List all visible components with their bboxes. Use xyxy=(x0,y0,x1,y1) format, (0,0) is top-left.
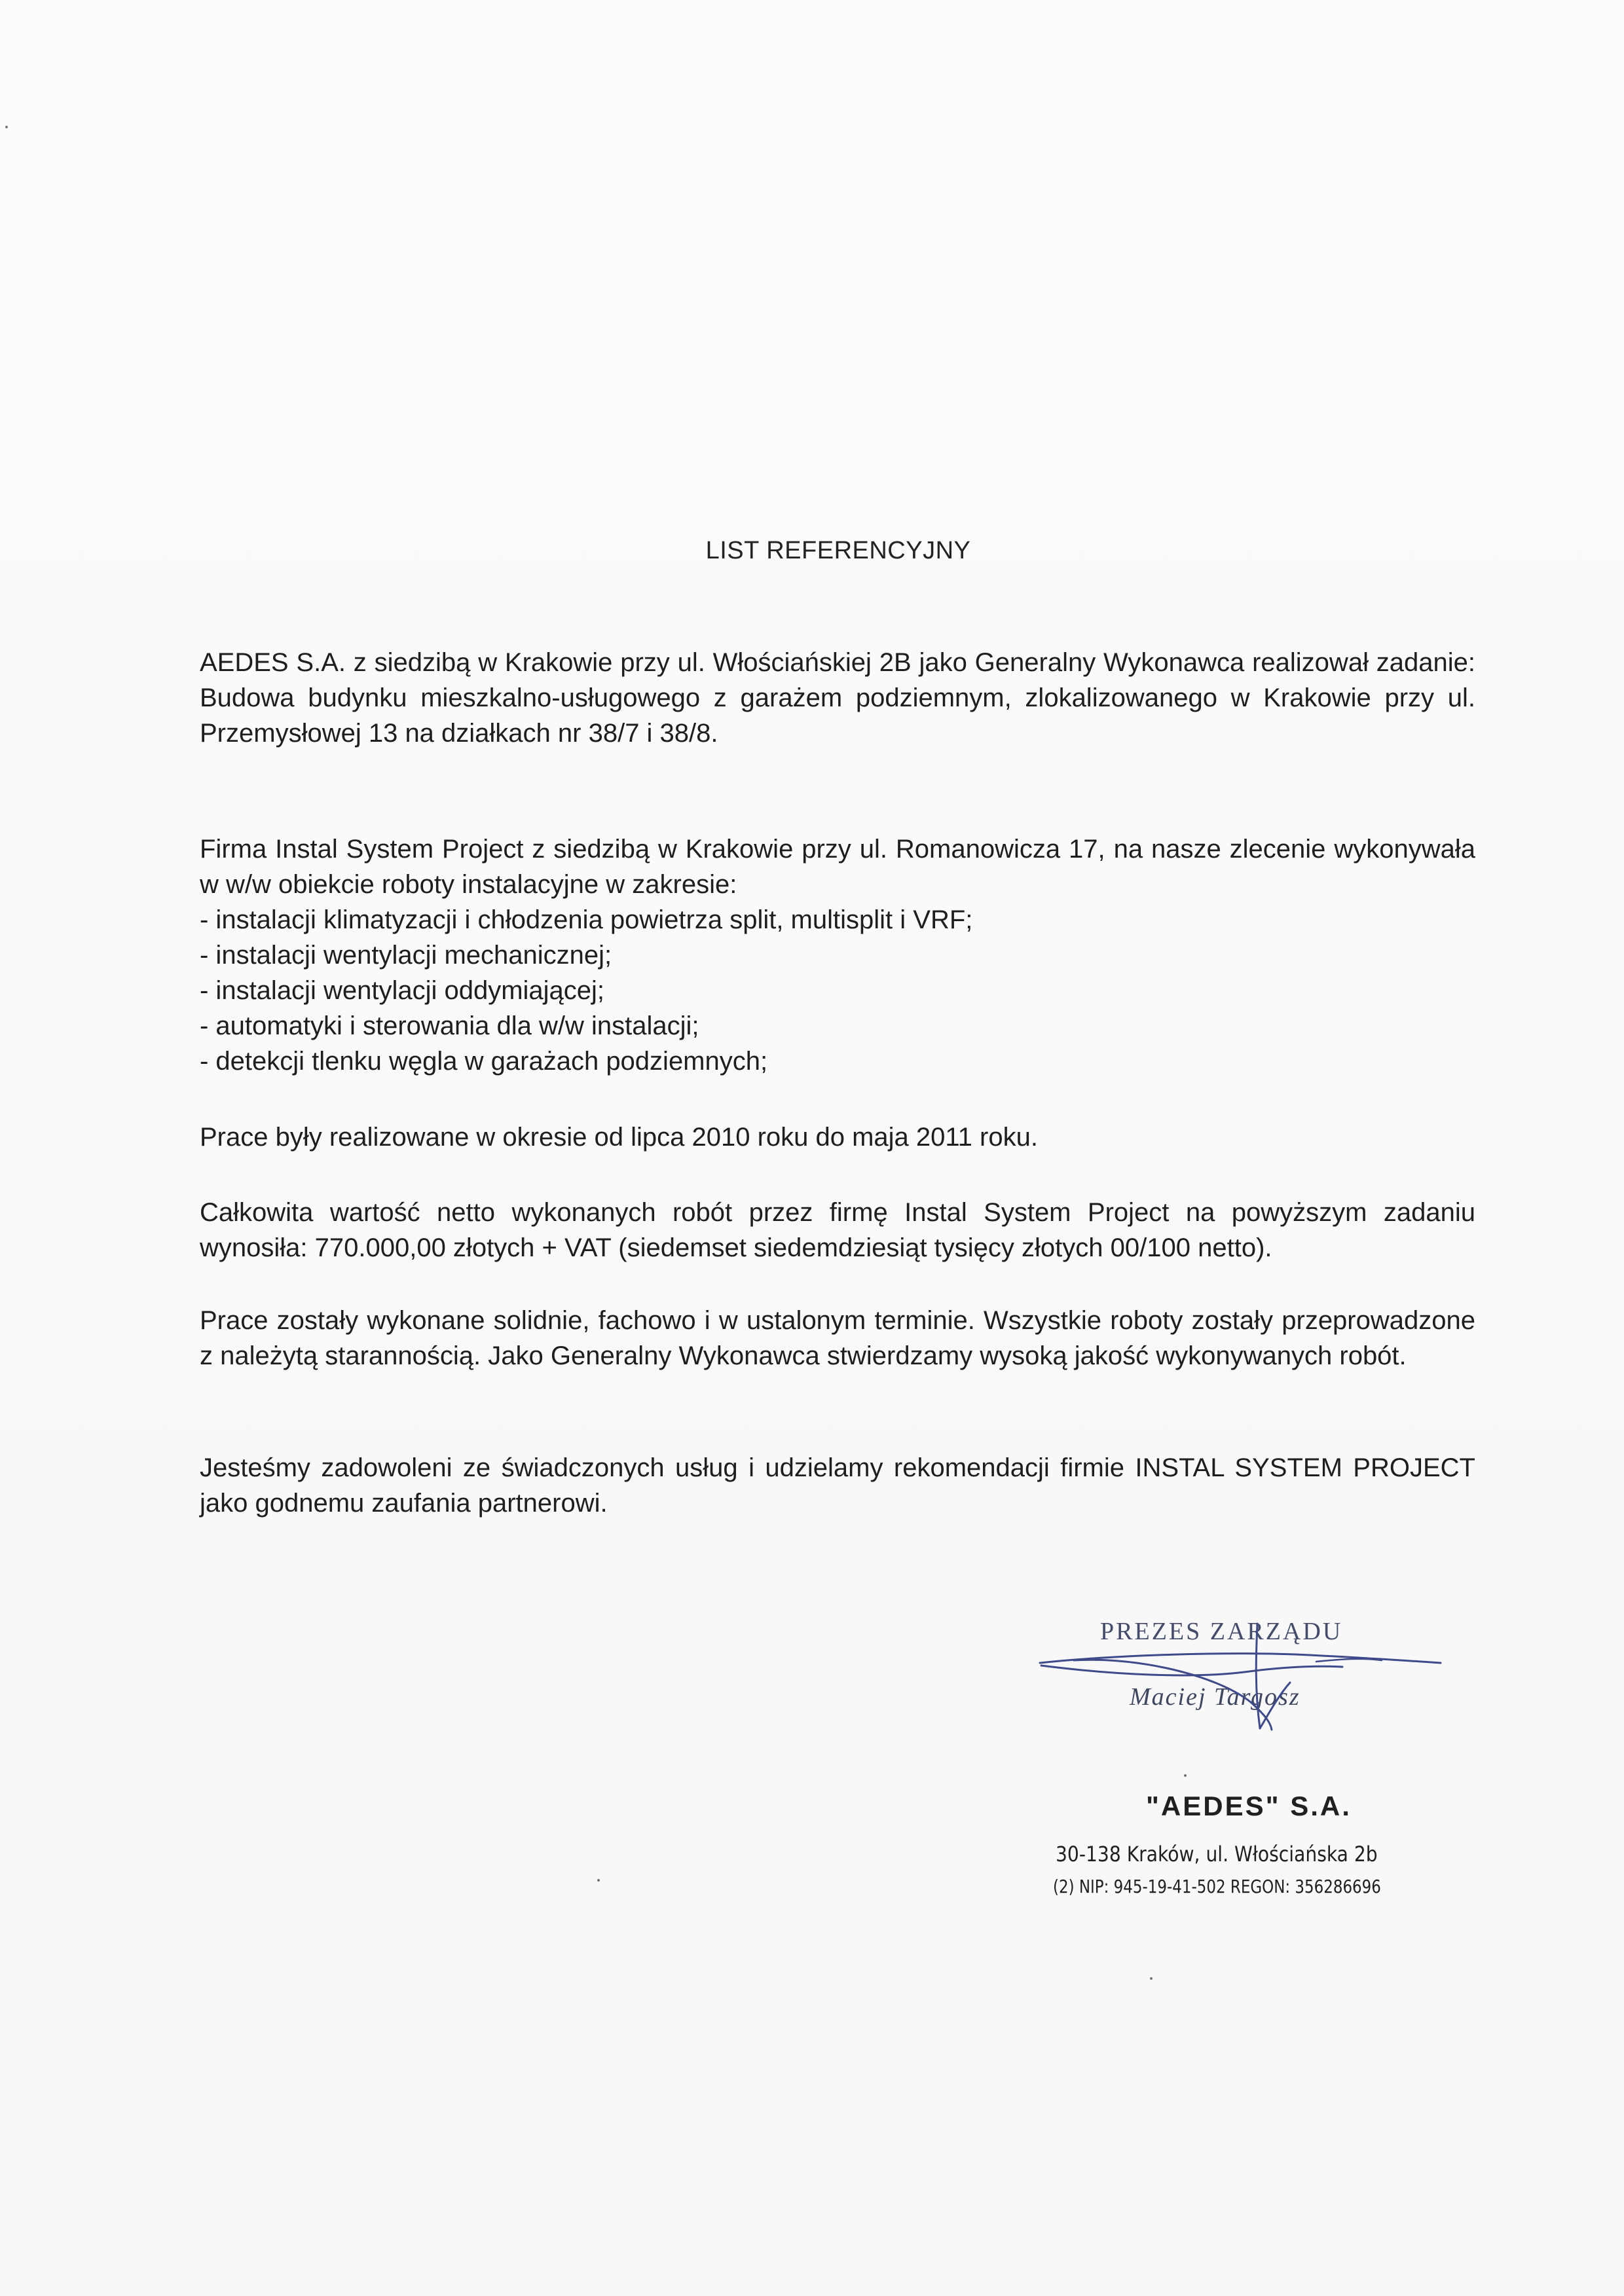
document-title: LIST REFERENCYJNY xyxy=(705,537,971,564)
value-text: Całkowita wartość netto wykonanych robót przez firmę Instal System Project na powyższym zadaniu wynosiła: 770.000,00 złotych + VAT (siedemset siedemdziesiąt tysięcy złotych 00/100 netto). xyxy=(200,1198,1475,1262)
scan-speck xyxy=(1184,1774,1187,1777)
scope-item: - automatyki i sterowania dla w/w instalacji; xyxy=(200,1011,699,1040)
scan-speck xyxy=(5,126,8,128)
company-name: "AEDES" S.A. xyxy=(1146,1791,1352,1821)
paragraph-quality xyxy=(200,1303,1475,1374)
company-ids: (2) NIP: 945-19-41-502 REGON: 356286696 xyxy=(1053,1876,1381,1897)
paragraph-value xyxy=(200,1195,1475,1266)
handwritten-signature xyxy=(1035,1617,1454,1735)
company-address: 30-138 Kraków, ul. Włościańska 2b xyxy=(1056,1842,1378,1867)
scan-speck xyxy=(597,1879,600,1882)
paragraph-period xyxy=(200,1120,1475,1155)
quality-text: Prace zostały wykonane solidnie, fachowo i w ustalonym terminie. Wszystkie roboty zostały przeprowadzone z należytą starannością. Jako Generalny Wykonawca stwierdzamy wysoką jakość wykonywanych robót. xyxy=(200,1306,1475,1370)
stamp-name: Maciej Targosz xyxy=(1130,1683,1301,1711)
period-text: Prace były realizowane w okresie od lipca 2010 roku do maja 2011 roku. xyxy=(200,1123,1038,1152)
recommendation-text: Jesteśmy zadowoleni ze świadczonych usług i udzielamy rekomendacji firmie INSTAL SYSTEM PROJECT jako godnemu zaufania partnerowi. xyxy=(200,1453,1475,1518)
scope-item: - instalacji wentylacji mechanicznej; xyxy=(200,941,612,970)
stamp-role: PREZES ZARZĄDU xyxy=(1100,1618,1343,1645)
paragraph-scope xyxy=(200,831,1475,1079)
paragraph-intro-text: AEDES S.A. z siedzibą w Krakowie przy ul. Włościańskiej 2B jako Generalny Wykonawca realizował zadanie: Budowa budynku mieszkalno-usługowego z garażem podziemnym, zlokalizowanego w Krakowie przy ul. Przemysłowej 13 na działkach nr 38/7 i 38/8. xyxy=(200,648,1475,748)
paragraph-intro xyxy=(200,645,1475,751)
scope-item: - detekcji tlenku węgla w garażach podziemnych; xyxy=(200,1047,768,1076)
scope-item: - instalacji klimatyzacji i chłodzenia powietrza split, multisplit i VRF; xyxy=(200,905,973,934)
scan-speck xyxy=(1150,1977,1153,1980)
paragraph-recommendation xyxy=(200,1450,1475,1521)
scope-item: - instalacji wentylacji oddymiającej; xyxy=(200,976,605,1005)
scope-intro-text: Firma Instal System Project z siedzibą w Krakowie przy ul. Romanowicza 17, na nasze zlecenie wykonywała w w/w obiekcie roboty instalacyjne w zakresie: xyxy=(200,835,1475,899)
